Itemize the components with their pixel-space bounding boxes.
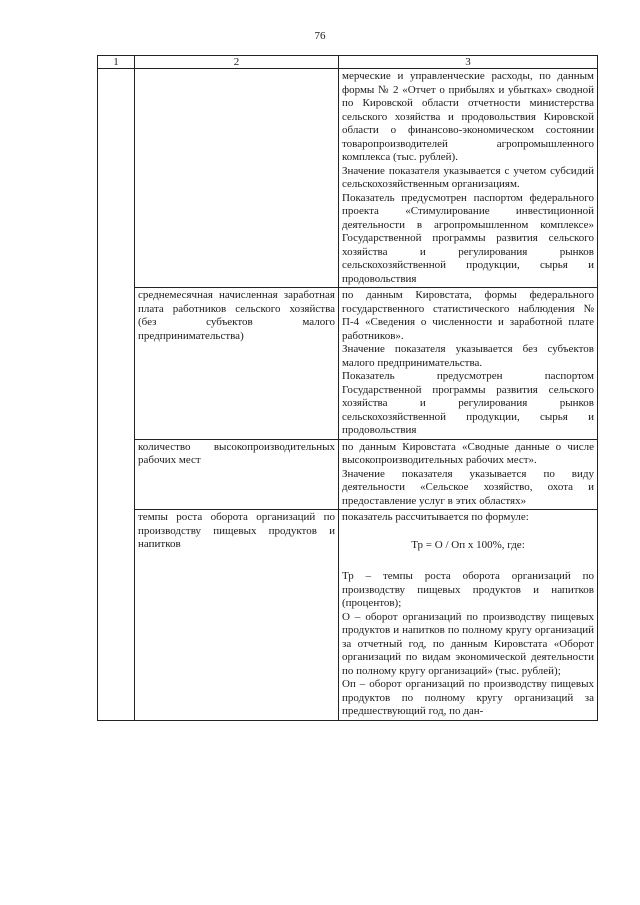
indicators-table — [97, 55, 598, 721]
table-header-row — [98, 56, 598, 69]
method-paragraph: О – оборот организаций по производству пищевых продуктов и напитков по полному кругу организаций за отчетный год, по данным Кировстата «Оборот организаций по видам экономической деятельности по полному кругу организаций» (тыс. рублей); — [342, 610, 594, 677]
method-paragraph: мерческие и управленческие расходы, по данным формы № 2 «Отчет о прибылях и убытках» сводной по Кировской области отчетности министерства сельского хозяйства и продовольствия Кировской области о финансово-экономическом состоянии товаропроизводителей агропромышленного комплекса (тыс. рублей). — [342, 70, 594, 163]
table-row — [98, 288, 598, 440]
header-col-2: 2 — [135, 56, 339, 69]
method-paragraph: Показатель предусмотрен паспортом федерального проекта «Стимулирование инвестиционной деятельности в агропромышленном комплексе» Государственной программы развития сельского хозяйства и регулирования рынков сельскохозяйственной продукции, сырья и продовольствия — [342, 191, 594, 285]
method-intro: показатель рассчитывается по формуле: — [342, 511, 529, 523]
indicator-cell — [135, 69, 339, 288]
indicator-cell: темпы роста оборота организаций по производству пищевых продуктов и напитков — [135, 510, 339, 721]
method-paragraph: Значение показателя указывается по виду деятельности «Сельское хозяйство, охота и предоставление услуг в этих областях» — [342, 467, 594, 507]
method-cell — [339, 288, 598, 440]
method-paragraph: Показатель предусмотрен паспортом Государственной программы развития сельского хозяйства и регулирования рынков сельскохозяйственной продукции, сырья и продовольствия — [342, 370, 594, 436]
method-cell — [339, 69, 598, 288]
method-paragraph: Тр – темпы роста оборота организаций по производству пищевых продуктов и напитков (процентов); — [342, 570, 594, 609]
header-col-3: 3 — [339, 56, 598, 69]
page-number: 76 — [314, 30, 326, 42]
table-row — [98, 69, 598, 288]
method-cell — [339, 510, 598, 721]
indicator-cell: количество высокопроизводительных рабочих мест — [135, 439, 339, 510]
number-cell — [98, 69, 135, 721]
formula: Тр = О / Оп x 100%, где: — [411, 538, 525, 551]
table-row — [98, 439, 598, 510]
method-paragraph: по данным Кировстата «Сводные данные о числе высокопроизводительных рабочих мест». — [342, 440, 594, 466]
method-paragraph: по данным Кировстата, формы федерального государственного статистического наблюдения № П-4 «Сведения о численности и заработной плате работников». — [342, 289, 594, 342]
header-col-1: 1 — [98, 56, 135, 69]
indicator-cell: среднемесячная начисленная заработная плата работников сельского хозяйства (без субъектов малого предпринимательства) — [135, 288, 339, 440]
table-row — [98, 510, 598, 721]
method-paragraph: Оп – оборот организаций по производству пищевых продуктов по полному кругу организаций за предшествующий год, по дан- — [342, 678, 594, 717]
method-paragraph: Значение показателя указывается с учетом субсидий сельскохозяйственным организациям. — [342, 164, 594, 190]
method-cell — [339, 439, 598, 510]
method-paragraph: Значение показателя указывается без субъектов малого предпринимательства. — [342, 343, 594, 369]
